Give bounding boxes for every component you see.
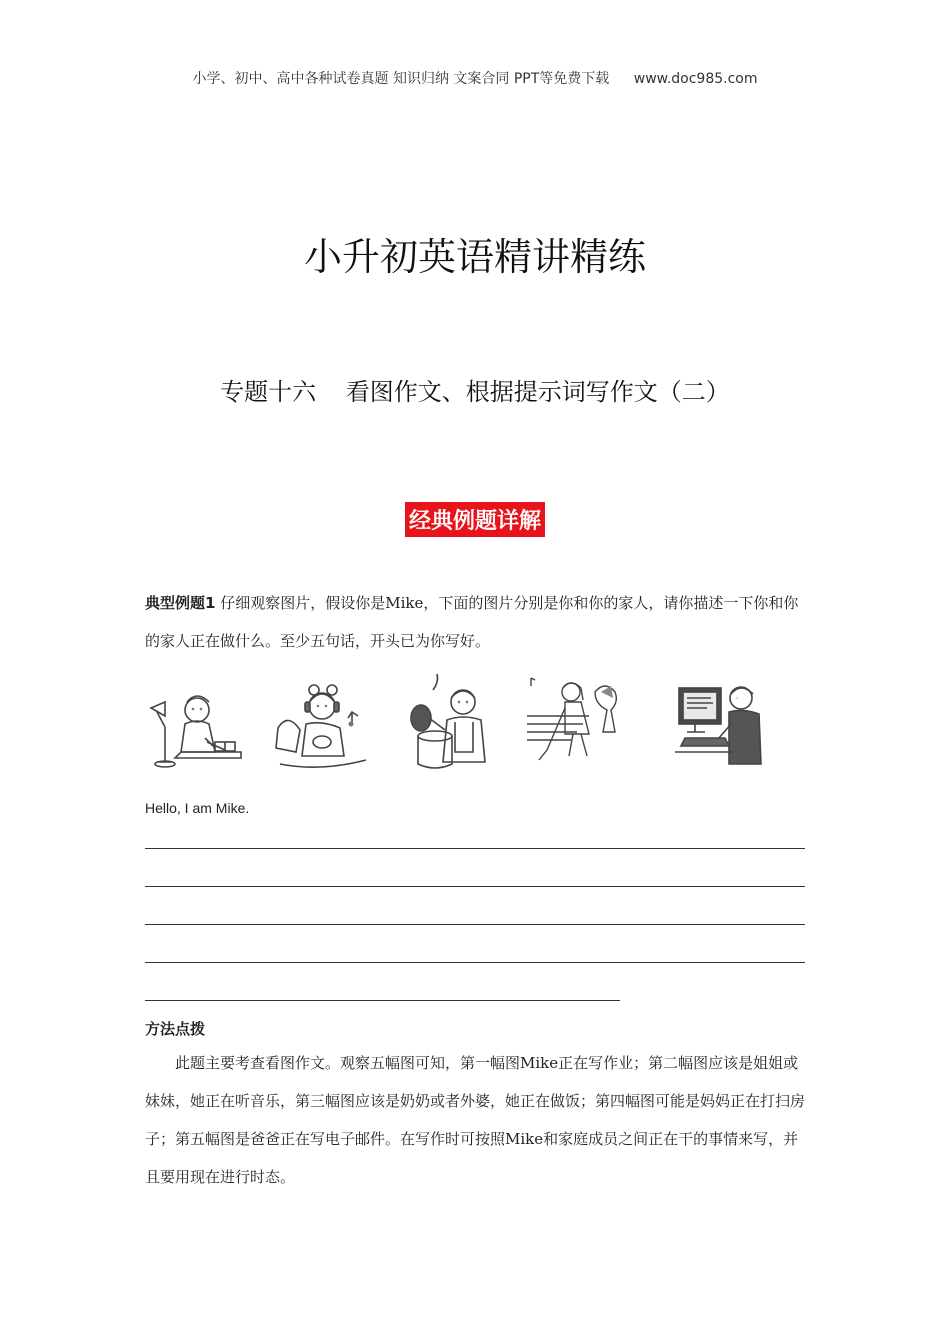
father-using-computer-picture: [673, 672, 773, 776]
page-subtitle: [0, 372, 950, 407]
topic-number: 专题十六: [220, 378, 317, 406]
question-label: 典型例题1: [145, 594, 216, 612]
girl-listening-music-picture: [270, 672, 370, 776]
section-banner: [0, 502, 950, 537]
mother-sweeping-picture: [525, 672, 625, 776]
method-title: 方法点拨: [145, 1020, 206, 1038]
picture-row: [145, 672, 807, 776]
section-badge: 经典例题详解: [405, 502, 545, 537]
grandma-cooking-picture: [403, 672, 503, 776]
page-title: 小升初英语精讲精练: [303, 235, 646, 279]
answer-line-4[interactable]: [145, 962, 805, 963]
header-site[interactable]: www.doc985.com: [633, 71, 758, 87]
answer-line-2[interactable]: [145, 886, 805, 887]
header-text: 小学、初中、高中各种试卷真题 知识归纳 文案合同 PPT等免费下载: [192, 71, 610, 87]
question-text: 仔细观察图片，假设你是Mike，下面的图片分别是你和你的家人，请你描述一下你和你的家人正在做什么。至少五句话，开头已为你写好。: [145, 594, 799, 650]
question-paragraph: [145, 584, 807, 660]
answer-line-3[interactable]: [145, 924, 805, 925]
answer-line-1[interactable]: [145, 848, 805, 849]
page-header: [0, 68, 950, 88]
answer-start: Hello, I am Mike.: [145, 800, 250, 816]
method-paragraph: 此题主要考查看图作文。观察五幅图可知，第一幅图Mike正在写作业；第二幅图应该是姐姐或妹妹，她正在听音乐，第三幅图应该是奶奶或者外婆，她正在做饭；第四幅图可能是妈妈正在打扫房子；第五幅图是爸爸正在写电子邮件。在写作时可按照Mike和家庭成员之间正在干的事情来写，并且要用现在进行时态。: [145, 1054, 806, 1186]
boy-writing-homework-picture: [145, 672, 245, 776]
answer-line-5[interactable]: [145, 1000, 620, 1001]
topic-title: 看图作文、根据提示词写作文（二）: [345, 378, 730, 406]
